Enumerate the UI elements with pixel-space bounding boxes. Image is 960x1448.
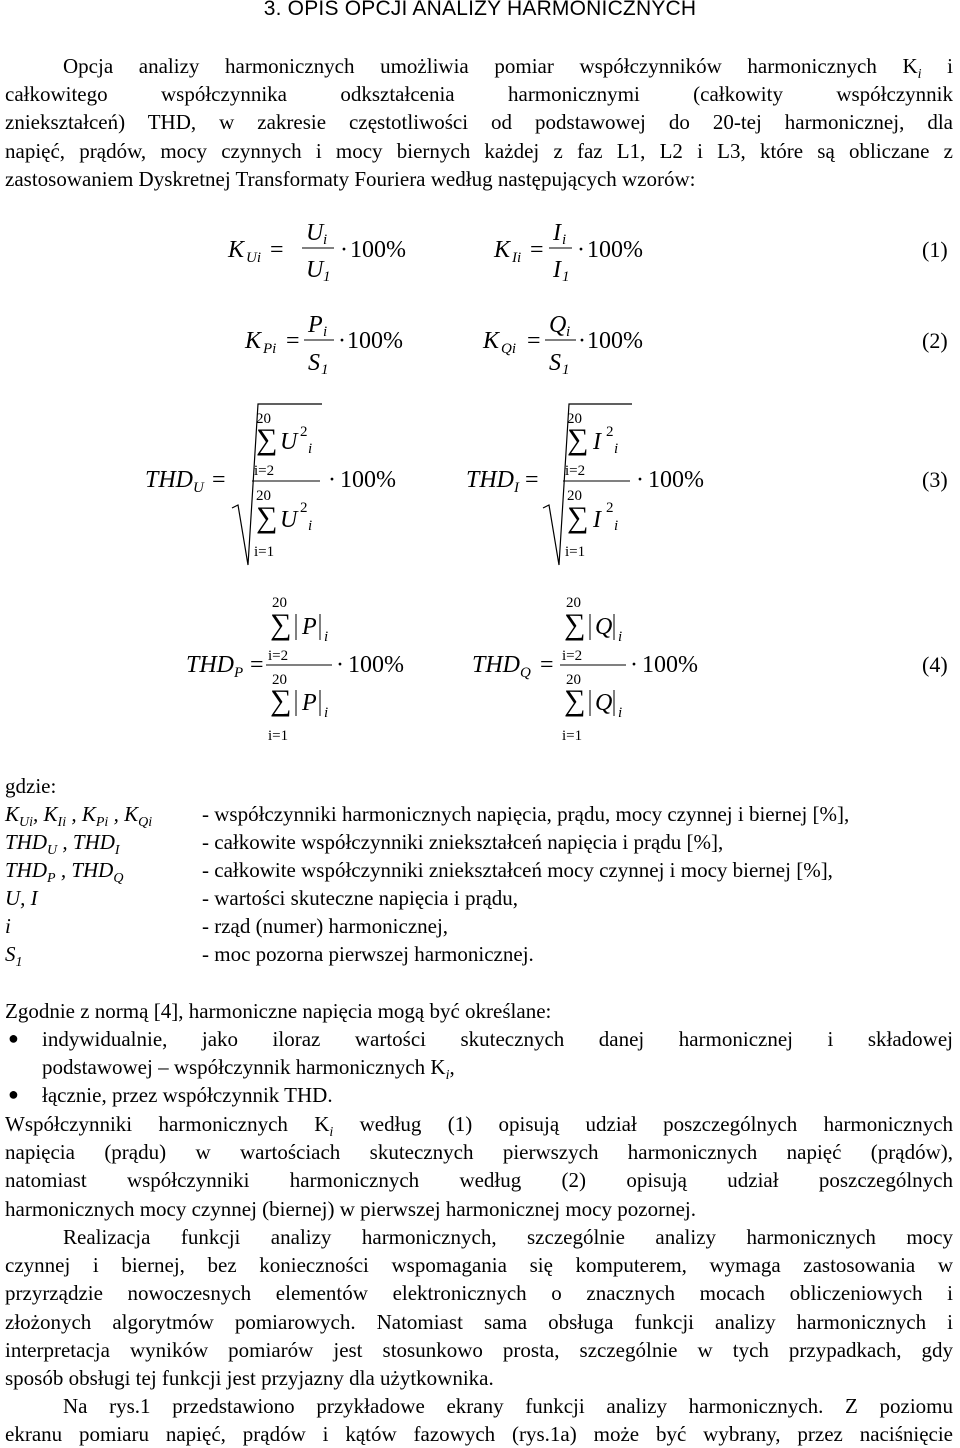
svg-text:=: = xyxy=(525,467,539,493)
intro-line-4: napięć, prądów, mocy czynnych i mocy biernych każdej z faz L1, L2 i L3, które są obliczane z xyxy=(5,138,953,163)
bullet-dot-1: ● xyxy=(8,1028,19,1048)
eq4q-sum-i1: i=1 xyxy=(562,728,583,744)
eq2-percent-p: 100% xyxy=(347,328,403,354)
svg-text:·: · xyxy=(636,467,644,493)
svg-text:=: = xyxy=(527,328,541,354)
svg-text:·: · xyxy=(340,237,348,263)
svg-text:i: i xyxy=(562,232,567,248)
svg-text:K: K xyxy=(494,237,511,263)
eq3u-sum-top2: 20 xyxy=(256,488,271,504)
eq4p-sum-top: 20 xyxy=(272,595,287,611)
svg-text:∑: ∑ xyxy=(564,684,586,717)
svg-text:2: 2 xyxy=(300,500,308,516)
svg-text:=: = xyxy=(530,237,544,263)
svg-text:S: S xyxy=(308,350,320,376)
svg-text:Ii: Ii xyxy=(512,250,522,266)
bullet-dot-2: ● xyxy=(8,1084,19,1104)
svg-text:K: K xyxy=(228,237,245,263)
svg-text:THD: THD xyxy=(472,652,521,678)
eq3-number: (3) xyxy=(922,467,948,492)
eq4p-sum-i2: i=2 xyxy=(268,648,289,664)
eq4q-sum-i2: i=2 xyxy=(562,648,583,664)
document-page: 3. OPIS OPCJI ANALIZY HARMONICZNYCH Opcja analizy harmonicznych umożliwia pomiar współczynników harmonicznych $K_i$ i całkowitego współczynnika odkształcenia harmonicznymi (całkowity współczynnik zniekształceń) THD, w zakresie częstotliwości od podstawowej do 20-tej harmonicznej, dla napięć, prądów, mocy czynnych i mocy biernych każdej z faz L1, L2 i L3, które są obliczane z zastosowaniem Dyskretnej Transformaty Fouriera według następujących wzorów: K Ui = U i U 1 · 100% K Ii = I i I 1 · 100% (1) K Pi = P i S 1 · 100% K Qi = Q i S 1 · 100% (2) THD U = 20 ∑ U 2 i i=2 20 ∑ U 2 i i=1 · 100% THD I = 20 ∑ I 2 i i=2 20 ∑ I 2 i i=1 · 100% (3) THD P = 20 ∑ P i i=2 20 ∑ P i i=1 · 100% THD Q = 20 ∑ Q i i=2 20 ∑ Q i i=1 · 100% (4) gdzie: $K_{Ui}$, $K_{Ii}$ , $K_{Pi}$ , $K_{Qi}$ - współczynniki harmonicznych napięcia, prądu, mocy czynnej i biernej [%], $THD_U$ , $THD_I$ - całkowite współczynniki zniekształceń napięcia i prądu [%], $THD_P$ , $THD_Q$ - całkowite współczynniki zniekształceń mocy czynnej i mocy biernej [%], U, I - wartości skuteczne napięcia i prądu, i - rząd (numer) harmonicznej, $S_1$ - moc pozorna pierwszej harmonicznej. Zgodnie z normą [4], harmoniczne napięcia mogą być określane: ● indywidualnie, jako iloraz wartości skutecznych danej harmonicznej i składowej podstawowej – współczynnik harmonicznych $K_i$, ● łącznie, przez współczynnik THD. Współczynniki harmonicznych $K_i$ według (1) opisują udział poszczególnych harmonicznych napięcia (prądu) w wartościach skutecznych pierwszych harmonicznych napięć (prądów), natomiast współczynniki harmonicznych według (2) opisują udział poszczególnych harmonicznych mocy czynnej (biernej) w pierwszej harmonicznej mocy pozornej. Realizacja funkcji analizy harmonicznych, szczególnie analizy harmonicznych mocy czynnej i biernej, bez konieczności wspomagania się komputerem, wymaga zastosowania w przyrządzie nowoczesnych elementów elektronicznych o znacznych mocach obliczeniowych i złożonych algorytmów pomiarowych. Natomiast sama obsługa funkcji analizy harmonicznych i interpretacja wyników pomiarów jest stosunkowo prosta, szczególnie w tych przypadkach, gdy sposób obsługi tej funkcji jest przyjazny dla użytkownika. Na rys.1 przedstawiono przykładowe ekrany funkcji analizy harmonicznych. Z poziomu ekranu pomiaru napięć, prądów i kątów fazowych (rys.1a) może być wybrany, przez naciśnięcie xyxy=(0,0,960,1448)
svg-text:∑: ∑ xyxy=(567,423,589,456)
intro-line-2: całkowitego współczynnika odkształcenia harmonicznymi (całkowity współczynnik xyxy=(5,82,953,107)
svg-text:2: 2 xyxy=(606,424,614,440)
eq4q-sum-top2: 20 xyxy=(566,672,581,688)
svg-text:1: 1 xyxy=(321,362,329,378)
svg-text:=: = xyxy=(286,328,300,354)
intro-line-3: zniekształceń) THD, w zakresie częstotliwości od podstawowej do 20-tej harmonicznej, dla xyxy=(5,110,953,135)
svg-text:i: i xyxy=(614,518,619,534)
svg-text:i: i xyxy=(566,324,571,340)
svg-text:P: P xyxy=(234,665,244,681)
svg-text:I: I xyxy=(593,507,601,533)
bullet-item-2: łącznie, przez współczynnik THD. xyxy=(42,1083,333,1107)
svg-text:=: = xyxy=(250,652,264,678)
svg-text:1: 1 xyxy=(323,269,331,285)
paragraph-coefficients: Współczynniki harmonicznych $K_i$ według (1) opisują udział poszczególnych harmonicznych napięcia (prądu) w wartościach skutecznych pierwszych harmonicznych napięć (prądów), natomiast współczynniki harmonicznych według (2) opisują udział poszczególnych harmonicznych mocy czynnej (biernej) w pierwszej harmonicznej mocy pozornej. xyxy=(5,1112,954,1221)
svg-text:i: i xyxy=(614,441,619,457)
svg-text:U: U xyxy=(306,257,324,283)
svg-text:I: I xyxy=(553,220,561,246)
paragraph-figure-ref: Na rys.1 przedstawiono przykładowe ekrany funkcji analizy harmonicznych. Z poziomu ekranu pomiaru napięć, prądów i kątów fazowych (rys.1a) może być wybrany, przez naciśnięcie xyxy=(5,1394,953,1447)
svg-text:U: U xyxy=(193,480,204,496)
svg-text:=: = xyxy=(212,467,226,493)
svg-text:·: · xyxy=(630,652,638,678)
eq3u-sum-i2: i=2 xyxy=(254,463,275,479)
svg-text:Q: Q xyxy=(520,665,531,681)
paragraph-realization: Realizacja funkcji analizy harmonicznych, szczególnie analizy harmonicznych mocy czynnej i biernej, bez konieczności wspomagania się komputerem, wymaga zastosowania w przyrządzie nowoczesnych elementów elektronicznych o znacznych mocach obliczeniowych i złożonych algorytmów pomiarowych. Natomiast sama obsługa funkcji analizy harmonicznych i interpretacja wyników pomiarów jest stosunkowo prosta, szczególnie w tych przypadkach, gdy sposób obsługi tej funkcji jest przyjazny dla użytkownika. xyxy=(5,1225,953,1391)
eq1-percent-i: 100% xyxy=(587,237,643,263)
eq3i-sum-top2: 20 xyxy=(567,488,582,504)
eq1-percent-u: 100% xyxy=(350,237,406,263)
svg-text:2: 2 xyxy=(300,424,308,440)
equation-1 xyxy=(227,220,948,285)
eq4-percent-q: 100% xyxy=(642,652,698,678)
intro-line-5: zastosowaniem Dyskretnej Transformaty Fouriera według następujących wzorów: xyxy=(5,166,696,191)
svg-text:i: i xyxy=(618,705,623,721)
svg-text:1: 1 xyxy=(562,269,570,285)
svg-text:THD: THD xyxy=(466,467,515,493)
svg-text:i: i xyxy=(308,518,313,534)
eq4p-sum-i1: i=1 xyxy=(268,728,289,744)
eq2-number: (2) xyxy=(922,328,948,353)
svg-text:·: · xyxy=(578,328,586,354)
eq4-number: (4) xyxy=(922,652,948,677)
svg-text:i: i xyxy=(618,629,623,645)
svg-text:U: U xyxy=(306,220,324,246)
eq4p-sum-top2: 20 xyxy=(272,672,287,688)
norm-intro: Zgodnie z normą [4], harmoniczne napięcia mogą być określane: xyxy=(5,999,552,1023)
section-title: 3. OPIS OPCJI ANALIZY HARMONICZNYCH xyxy=(263,0,697,20)
svg-text:∑: ∑ xyxy=(567,501,589,534)
svg-text:P: P xyxy=(302,614,317,640)
svg-text:∑: ∑ xyxy=(270,608,292,641)
svg-text:THD: THD xyxy=(145,467,194,493)
svg-text:=: = xyxy=(270,237,284,263)
svg-text:i: i xyxy=(308,441,313,457)
svg-text:i: i xyxy=(323,324,328,340)
bullet-item-1: indywidualnie, jako iloraz wartości skutecznych danej harmonicznej i składowej podstawowej – współczynnik harmonicznych $K_i$, xyxy=(42,1027,953,1084)
eq3u-sum-top: 20 xyxy=(256,411,271,427)
eq3i-sum-i1: i=1 xyxy=(565,544,586,560)
svg-text:1: 1 xyxy=(562,362,570,378)
svg-text:i: i xyxy=(324,705,329,721)
svg-text:THD: THD xyxy=(186,652,235,678)
svg-text:I: I xyxy=(514,480,519,496)
svg-text:=: = xyxy=(540,652,554,678)
svg-text:P: P xyxy=(308,312,323,338)
eq3u-sum-i1: i=1 xyxy=(254,544,275,560)
intro-line-1: Opcja analizy harmonicznych umożliwia pomiar współczynników harmonicznych K xyxy=(63,54,918,78)
eq2-percent-q: 100% xyxy=(587,328,643,354)
svg-text:∑: ∑ xyxy=(256,501,278,534)
svg-text:Q: Q xyxy=(595,614,613,640)
svg-text:U: U xyxy=(280,429,298,455)
svg-text:K: K xyxy=(245,328,262,354)
svg-text:·: · xyxy=(577,237,585,263)
svg-text:·: · xyxy=(338,328,346,354)
equation-4 xyxy=(186,595,948,744)
svg-text:2: 2 xyxy=(606,500,614,516)
equation-3 xyxy=(145,404,948,565)
svg-text:i: i xyxy=(324,629,329,645)
svg-text:Qi: Qi xyxy=(501,341,516,357)
svg-text:I: I xyxy=(593,429,601,455)
svg-text:∑: ∑ xyxy=(564,608,586,641)
equation-2 xyxy=(244,312,948,378)
svg-text:Q: Q xyxy=(595,690,613,716)
svg-text:∑: ∑ xyxy=(270,684,292,717)
gdzie-label: gdzie: xyxy=(5,774,57,798)
svg-text:Ui: Ui xyxy=(246,250,261,266)
eq3i-sum-top: 20 xyxy=(567,411,582,427)
svg-text:K: K xyxy=(483,328,500,354)
intro-paragraph: Opcja analizy harmonicznych umożliwia pomiar współczynników harmonicznych $K_i$ i całkowitego współczynnika odkształcenia harmonicznymi (całkowity współczynnik zniekształceń) THD, w zakresie częstotliwości od podstawowej do 20-tej harmonicznej, dla napięć, prądów, mocy czynnych i mocy biernych każdej z faz L1, L2 i L3, które są obliczane z zastosowaniem Dyskretnej Transformaty Fouriera według następujących wzorów: xyxy=(5,52,953,193)
eq1-number: (1) xyxy=(922,237,948,262)
svg-text:P: P xyxy=(302,690,317,716)
svg-text:Q: Q xyxy=(549,312,567,338)
svg-text:·: · xyxy=(336,652,344,678)
eq4q-sum-top: 20 xyxy=(566,595,581,611)
eq3i-sum-i2: i=2 xyxy=(565,463,586,479)
svg-text:i: i xyxy=(323,232,328,248)
svg-text:U: U xyxy=(280,507,298,533)
eq3-percent-u: 100% xyxy=(340,467,396,493)
eq3-percent-i: 100% xyxy=(648,467,704,493)
svg-text:·: · xyxy=(328,467,336,493)
eq4-percent-p: 100% xyxy=(348,652,404,678)
svg-text:S: S xyxy=(549,350,561,376)
svg-text:∑: ∑ xyxy=(256,423,278,456)
svg-text:I: I xyxy=(553,257,561,283)
svg-text:Pi: Pi xyxy=(263,341,277,357)
